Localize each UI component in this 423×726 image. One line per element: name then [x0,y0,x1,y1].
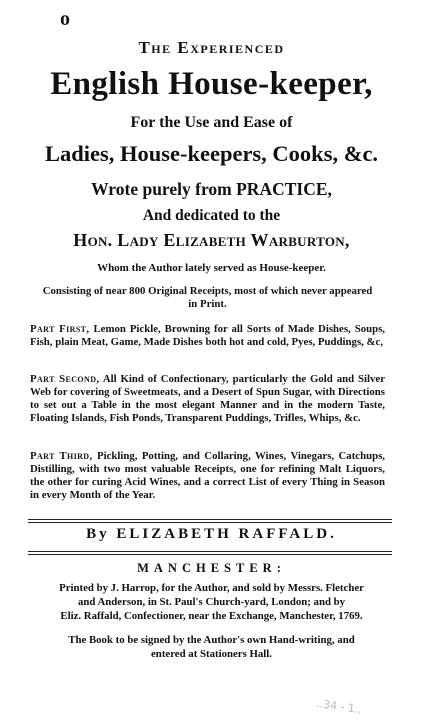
imprint-line-2: and Anderson, in St. Paul's Church-yard, London; and by [77,596,346,608]
divider-top-thin [28,522,392,523]
divider-top [28,519,392,520]
signature-note-2: entered at Stationers Hall. [151,648,272,660]
imprint-line-3: Eliz. Raffald, Confectioner, near the Exchange, Manchester, 1769. [60,610,363,622]
dedicatee-note: Whom the Author lately served as House-keeper. [97,262,326,274]
pencil-annotation: ..34 - 1.. [315,696,363,717]
title-line-practice: Wrote purely from PRACTICE, [91,179,332,199]
divider-bottom-thin [28,554,392,555]
part-second-text: All Kind of Confectionary, particularly the Gold and Silver Web for covering of Sweetmeats, and a Desert of Spun Sugar, with Directions to set out a Table in the most elegant Manner and in the modern Taste, Floating Islands, Fish Ponds, Transparent Puddings, Trifles, Whips, &c. [30,373,385,424]
contents-intro [30,285,385,311]
part-first-text: Lemon Pickle, Browning for all Sorts of Made Dishes, Soups, Fish, plain Meat, Game, Made Dishes both hot and cold, Pyes, Puddings, &c, [30,323,386,348]
title-line-use-ease: For the Use and Ease of [130,114,293,131]
contents-intro-text: Consisting of near 800 Original Receipts, most of which never appeared in Print. [42,285,373,310]
title-line-experienced: The Experienced [138,38,285,57]
signature-note-1: The Book to be signed by the Author's own Hand-writing, and [68,634,355,646]
city-line: MANCHESTER: [137,561,286,575]
part-third [30,450,385,502]
title-line-ladies: Ladies, House-keepers, Cooks, &c. [44,141,379,166]
imprint-line-1: Printed by J. Harrop, for the Author, and sold by Messrs. Fletcher [59,582,364,594]
part-second-label: Part Second, [30,373,100,385]
dedicatee-name: Hon. Lady Elizabeth Warburton, [73,230,350,250]
author-line: By ELIZABETH RAFFALD. [86,526,337,542]
part-third-label: Part Third, [30,450,93,462]
part-second [30,373,385,425]
printer-mark: o [60,8,70,30]
part-first [30,323,385,349]
divider-bottom [28,551,392,552]
title-line-dedicated: And dedicated to the [142,207,281,224]
part-first-label: Part First, [30,323,90,335]
title-main: English House-keeper, [50,66,373,102]
part-third-text: Pickling, Potting, and Collaring, Wines, Vinegars, Catchups, Distilling, with two most valuable Receipts, one for refining Malt Liquors, the other for curing Acid Wines, and a correct List of every Thing in Season in every Month of the Year. [30,450,385,501]
